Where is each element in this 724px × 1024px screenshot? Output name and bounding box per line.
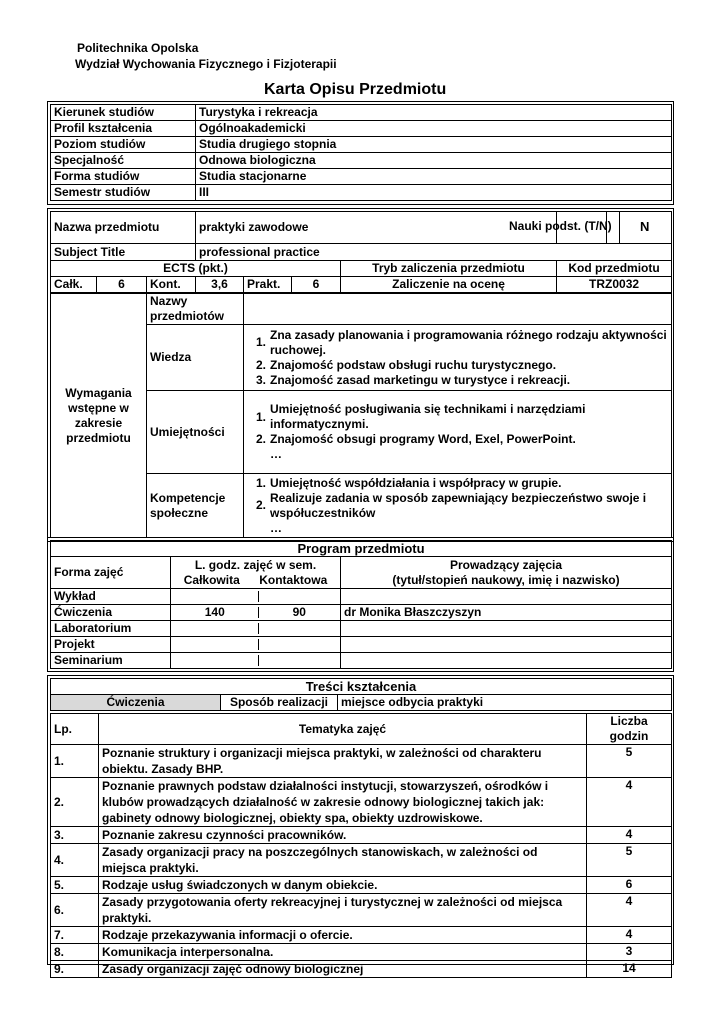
study-info-value: Turystyka i rekreacja: [196, 105, 672, 121]
program-contact-hours: [259, 637, 341, 653]
requirement-text: Znajomość zasad marketingu w turystyce i rekreacji.: [270, 372, 571, 387]
requirement-item: [254, 402, 668, 432]
course-name-value: praktyki zawodowe: [196, 212, 557, 244]
study-info-row: [51, 153, 672, 169]
program-form: Wykład: [51, 589, 171, 605]
content-hours: 5: [587, 844, 672, 877]
content-row: [51, 778, 672, 827]
requirement-item: [254, 491, 668, 521]
study-info-row: [51, 169, 672, 185]
program-lecturer: [341, 621, 672, 637]
skills-list: [244, 391, 672, 474]
program-contact-hours: [259, 653, 341, 669]
assessment-mode-value: Zaliczenie na ocenę: [341, 277, 557, 293]
assessment-mode-label: Tryb zaliczenia przedmiotu: [341, 261, 557, 277]
requirement-item: [254, 432, 668, 447]
content-lp: 2.: [51, 778, 99, 827]
program-lecturer: [341, 637, 672, 653]
hours-label: L. godz. zajęć w sem.: [194, 557, 317, 572]
form-of-classes-label: Forma zajęć: [51, 557, 171, 589]
program-lecturer: [341, 653, 672, 669]
content-lp: 6.: [51, 894, 99, 927]
content-topic: Zasady organizacji pracy na poszczególnych stanowiskach, w zależności od miejsca praktyki.: [99, 844, 587, 877]
requirements-side-label: Wymagania wstępne w zakresie przedmiotu: [51, 294, 147, 538]
content-topic: Poznanie struktury i organizacji miejsca praktyki, w zależności od charakteru obiektu. Zasady BHP.: [99, 745, 587, 778]
ects-contact-value: 3,6: [196, 277, 244, 293]
content-lp: 7.: [51, 927, 99, 944]
content-title: Treści kształcenia: [51, 679, 672, 695]
study-info-value: Odnowa biologiczna: [196, 153, 672, 169]
ects-practical-label: Prakt.: [244, 277, 292, 293]
study-info-value: Studia drugiego stopnia: [196, 137, 672, 153]
requirement-text: Znajomość obsugi programy Word, Exel, PowerPoint.: [270, 432, 576, 446]
program-row: [51, 653, 672, 669]
study-info-value: Ogólnoakademicki: [196, 121, 672, 137]
content-hours: 4: [587, 827, 672, 844]
program-form: Projekt: [51, 637, 171, 653]
requirement-item: [254, 373, 668, 388]
university-name: Politechnika Opolska: [77, 41, 199, 55]
requirement-number: 2.: [255, 432, 266, 446]
requirement-text: Znajomość podstaw obsługi ruchu turystycznego.: [270, 357, 557, 372]
hours-count-header: Liczba godzin: [587, 714, 672, 745]
study-info-label: Poziom studiów: [51, 137, 196, 153]
study-info-label: Forma studiów: [51, 169, 196, 185]
requirement-number: 3.: [255, 372, 266, 387]
program-total-hours: [171, 637, 259, 653]
knowledge-label: Wiedza: [147, 325, 244, 391]
content-hours: 3: [587, 944, 672, 961]
program-total-hours: [171, 621, 259, 637]
content-hours: 14: [587, 961, 672, 978]
requirement-item: [254, 447, 668, 462]
program-contact-hours: [259, 621, 341, 637]
program-lecturer: dr Monika Błaszczyszyn: [341, 605, 672, 621]
lp-header: Lp.: [51, 714, 99, 745]
content-lp: 5.: [51, 877, 99, 894]
study-info-value: Studia stacjonarne: [196, 169, 672, 185]
program-row: [51, 637, 672, 653]
study-info-label: Profil kształcenia: [51, 121, 196, 137]
content-hours: 6: [587, 877, 672, 894]
content-topic: Poznanie zakresu czynności pracowników.: [99, 827, 587, 844]
content-topic: Poznanie prawnych podstaw działalności instytucji, stowarzyszeń, ośrodków i klubów prowadzących działalność w zakresie odnowy biologicznej takich jak: gabinety odnowy biologicznej, obiekty spa, obiekty uzdrowiskowe.: [99, 778, 587, 827]
total-hours-label: Całkowita: [183, 572, 240, 587]
program-row: [51, 621, 672, 637]
method-label: Sposób realizacji: [221, 695, 338, 711]
content-table: [50, 713, 672, 978]
subject-title-label: Subject Title: [51, 244, 196, 261]
lecturer-header: [341, 557, 672, 589]
study-info-row: [51, 137, 672, 153]
program-row: [51, 605, 672, 621]
skills-label: Umiejętności: [147, 391, 244, 474]
content-row: [51, 961, 672, 978]
program-total-hours: [171, 653, 259, 669]
course-code-label: Kod przedmiotu: [557, 261, 672, 277]
content-type: Ćwiczenia: [51, 695, 221, 711]
content-topic: Zasady organizacji zajęć odnowy biologicznej: [99, 961, 587, 978]
hours-separator: [258, 591, 259, 602]
program-form: Ćwiczenia: [51, 605, 171, 621]
hours-header: [171, 557, 341, 589]
content-row: [51, 877, 672, 894]
requirement-number: 2.: [255, 357, 266, 372]
program-total-hours: [171, 589, 259, 605]
study-info-value: III: [196, 185, 672, 201]
contact-hours-label: Kontaktowa: [259, 572, 328, 587]
ects-total-value: 6: [97, 277, 147, 293]
content-lp: 1.: [51, 745, 99, 778]
content-row: [51, 827, 672, 844]
program-contact-hours: 90: [259, 605, 341, 621]
method-value: miejsce odbycia praktyki: [338, 695, 672, 711]
program-title: Program przedmiotu: [51, 541, 672, 557]
course-names-value: [244, 294, 672, 325]
ects-label: ECTS (pkt.): [51, 261, 341, 277]
program-row: [51, 589, 672, 605]
requirement-number: 1.: [255, 475, 266, 490]
study-info-row: [51, 185, 672, 201]
content-topic: Komunikacja interpersonalna.: [99, 944, 587, 961]
ects-contact-label: Kont.: [147, 277, 196, 293]
content-row: [51, 927, 672, 944]
content-topic: Rodzaje usług świadczonych w danym obiekcie.: [99, 877, 587, 894]
lecturer-sub-label: (tytuł/stopień naukowy, imię i nazwisko): [392, 572, 620, 587]
program-lecturer: [341, 589, 672, 605]
social-competences-list: [244, 474, 672, 538]
faculty-name: Wydział Wychowania Fizycznego i Fizjoterapii: [75, 57, 337, 71]
requirement-number: 1.: [255, 335, 266, 349]
hours-separator: [258, 623, 259, 634]
study-info-row: [51, 121, 672, 137]
program-form: Laboratorium: [51, 621, 171, 637]
requirement-text: …: [270, 520, 282, 535]
hours-separator: [258, 655, 259, 666]
ects-practical-value: 6: [292, 277, 341, 293]
requirement-item: [254, 476, 668, 491]
content-row: [51, 944, 672, 961]
content-topic: Zasady przygotowania oferty rekreacyjnej i turystycznej w zależności od miejsca praktyki.: [99, 894, 587, 927]
content-header-table: [50, 678, 672, 711]
content-hours: 4: [587, 927, 672, 944]
study-info-row: [51, 105, 672, 121]
requirement-item: [254, 328, 668, 358]
page-title: Karta Opisu Przedmiotu: [264, 81, 447, 98]
program-form: Seminarium: [51, 653, 171, 669]
requirement-text: Realizuje zadania w sposób zapewniający bezpieczeństwo swoje i współuczestników: [270, 490, 647, 520]
requirement-number: 1.: [255, 409, 266, 424]
requirement-item: [254, 521, 668, 536]
program-total-value: 140: [204, 605, 225, 619]
ects-total-label: Całk.: [51, 277, 97, 293]
subject-title-value: professional practice: [196, 244, 672, 261]
topic-header: Tematyka zajęć: [99, 714, 587, 745]
content-row: [51, 745, 672, 778]
content-row: [51, 894, 672, 927]
requirement-number: 2.: [255, 498, 266, 512]
course-code-value: TRZ0032: [557, 277, 672, 293]
requirement-text: Zna zasady planowania i programowania różnego rodzaju aktywności ruchowej.: [270, 327, 667, 357]
knowledge-list: [244, 325, 672, 391]
basic-sciences-label-text: Nauki podst. (T/N): [509, 219, 612, 233]
requirements-table: [50, 293, 672, 538]
content-lp: 9.: [51, 961, 99, 978]
content-lp: 4.: [51, 844, 99, 877]
content-row: [51, 844, 672, 877]
program-table: [50, 540, 672, 669]
program-contact-hours: [259, 589, 341, 605]
study-info-label: Specjalność: [51, 153, 196, 169]
study-info-table: [50, 104, 672, 201]
requirement-text: Umiejętność współdziałania i współpracy w grupie.: [270, 475, 562, 490]
basic-sciences-value-text: N: [640, 219, 650, 234]
hours-separator: [258, 607, 259, 618]
social-competences-label: Kompetencje społeczne: [147, 474, 244, 538]
lecturer-label: Prowadzący zajęcia: [449, 557, 563, 572]
requirement-text: …: [270, 447, 282, 461]
course-names-label: Nazwy przedmiotów: [147, 294, 244, 325]
requirement-item: [254, 358, 668, 373]
hours-separator: [258, 639, 259, 650]
content-hours: 4: [587, 778, 672, 827]
course-name-label: Nazwa przedmiotu: [51, 212, 196, 244]
content-hours: 5: [587, 745, 672, 778]
content-topic: Rodzaje przekazywania informacji o ofercie.: [99, 927, 587, 944]
content-lp: 3.: [51, 827, 99, 844]
content-lp: 8.: [51, 944, 99, 961]
study-info-label: Semestr studiów: [51, 185, 196, 201]
requirement-text: Umiejętność posługiwania się technikami i narzędziami informatycznymi.: [270, 402, 586, 431]
program-total-hours: [171, 605, 259, 621]
content-hours: 4: [587, 894, 672, 927]
study-info-label: Kierunek studiów: [51, 105, 196, 121]
